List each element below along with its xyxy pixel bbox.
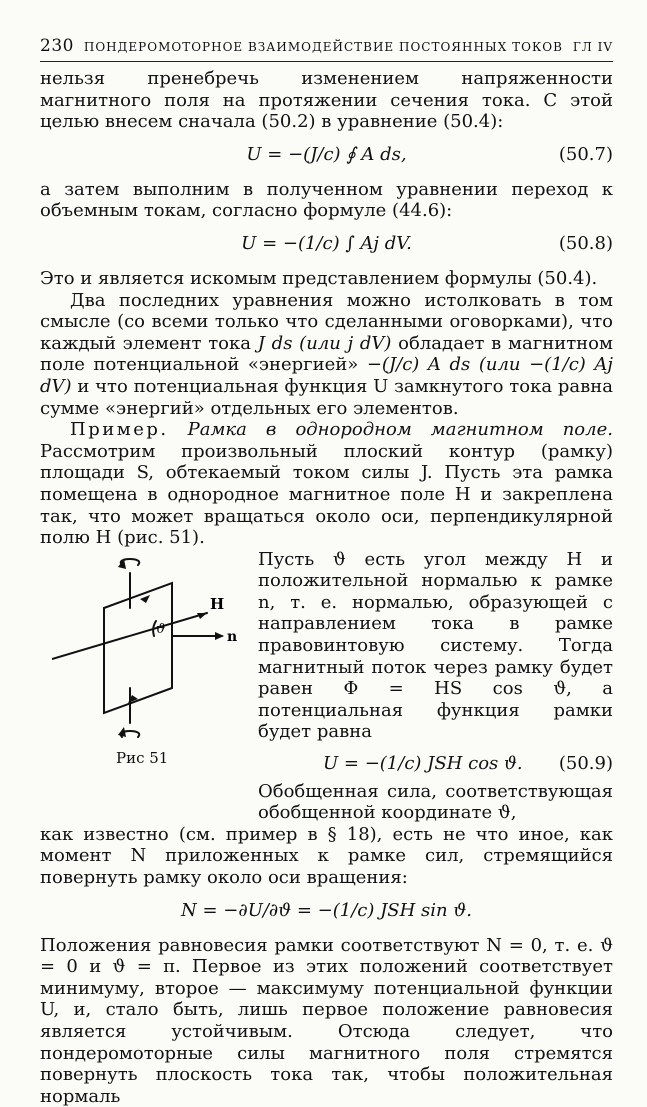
- example-label: Пример.: [70, 419, 169, 441]
- page-body: [40, 68, 613, 1107]
- running-title: ПОНДЕРОМОТОРНОЕ ВЗАИМОДЕЙСТВИЕ ПОСТОЯННЫХ ТОКОВ: [83, 40, 563, 54]
- text-run: Обобщенная сила, соответствующая обобщенной координате ϑ,: [258, 780, 613, 824]
- paragraph-6: Пусть ϑ есть угол между H и положительной нормалью к рамке n, т. е. нормалью, образующей с направлением тока в рамке правовинтовую систему. Тогда магнитный поток через рамку будет равен Φ = HS cos ϑ, а потенциальная функция рамки будет равна: [258, 548, 613, 743]
- label-angle: ϑ: [156, 621, 166, 637]
- math-inline: −(J/c) A ds (или −(1/c) Aj dV): [40, 354, 613, 397]
- paragraph-example: [40, 419, 613, 549]
- text-run: обладает в магнитном поле потенциальной «энергией»: [40, 332, 613, 376]
- paragraph-7: [40, 781, 613, 889]
- example-text: Рассмотрим произвольный плоский контур (рамку) площади S, обтекаемый током силы J. Пусть эта рамка помещена в однородное магнитное поле H и закреплена так, что может вращаться около оси, перпендикулярной полю H (рис. 51).: [40, 440, 613, 549]
- current-frame: [104, 583, 172, 713]
- paragraph-1: нельзя пренебречь изменением напряженности магнитного поля на протяжении сечения тока. С этой целью внесем сначала (50.2) в уравнение (50.4):: [40, 68, 613, 133]
- paragraph-2: а затем выполним в полученном уравнении переход к объемным токам, согласно формуле (44.6):: [40, 178, 613, 222]
- equation-number: (50.7): [558, 143, 613, 165]
- label-n: n: [227, 628, 238, 645]
- arrowhead-H: [197, 613, 207, 619]
- page-number: 230: [40, 36, 74, 56]
- equation-formula: U = −(1/c) ∫ Aj dV.: [241, 232, 412, 254]
- math-inline: J ds (или j dV): [257, 332, 392, 354]
- equation-50-9: [258, 743, 613, 787]
- text-run: Два последних уравнения можно истолковать в том смысле (со всеми только что сделанными оговорками), что каждый элемент тока: [40, 289, 613, 354]
- equation-formula: U = −(1/c) JSH cos ϑ.: [323, 753, 523, 775]
- equation-50-7: [40, 133, 613, 179]
- paragraph-8: Положения равновесия рамки соответствуют N = 0, т. е. ϑ = 0 и ϑ = π. Первое из этих положений соответствует минимуму, второе — максимуму потенциальной функции U, и, стало быть, лишь первое положение равновесия является устойчивым. Отсюда следует, что пондеромоторные силы магнитного поля стремятся повернуть плоскость тока так, чтобы положительная нормаль: [40, 934, 613, 1107]
- chapter-label: ГЛ IV: [572, 40, 613, 54]
- current-arrow-upper: [140, 595, 150, 603]
- paragraph-3: Это и является искомым представлением формулы (50.4).: [40, 267, 598, 289]
- running-header: [40, 36, 613, 62]
- arrowhead-bottom: [118, 727, 126, 737]
- arrowhead-n: [215, 632, 224, 640]
- text-run: как известно (см. пример в § 18), есть не что иное, как момент N приложенных к рамке сил, стремящийся повернуть рамку около оси вращения:: [40, 823, 613, 889]
- rotating-frame-diagram: [52, 551, 242, 741]
- equation-torque: [40, 889, 613, 935]
- equation-number: (50.9): [558, 753, 613, 775]
- book-page: [40, 36, 613, 1107]
- equation-formula: N = −∂U/∂ϑ = −(1/c) JSH sin ϑ.: [181, 899, 472, 921]
- text-run: и что потенциальная функция U замкнутого тока равна сумме «энергий» отдельных его элементов.: [40, 375, 613, 419]
- figure-block: [40, 549, 613, 781]
- label-H: H: [210, 594, 225, 613]
- equation-number: (50.8): [558, 232, 613, 254]
- paragraph-4: [40, 290, 613, 420]
- equation-formula: U = −(J/c) ∮ A ds,: [246, 143, 407, 165]
- figure-caption: Рис 51: [116, 748, 169, 767]
- equation-50-8: [40, 222, 613, 268]
- example-title: Рамка в однородном магнитном поле.: [187, 419, 613, 441]
- figure-51: [40, 551, 250, 783]
